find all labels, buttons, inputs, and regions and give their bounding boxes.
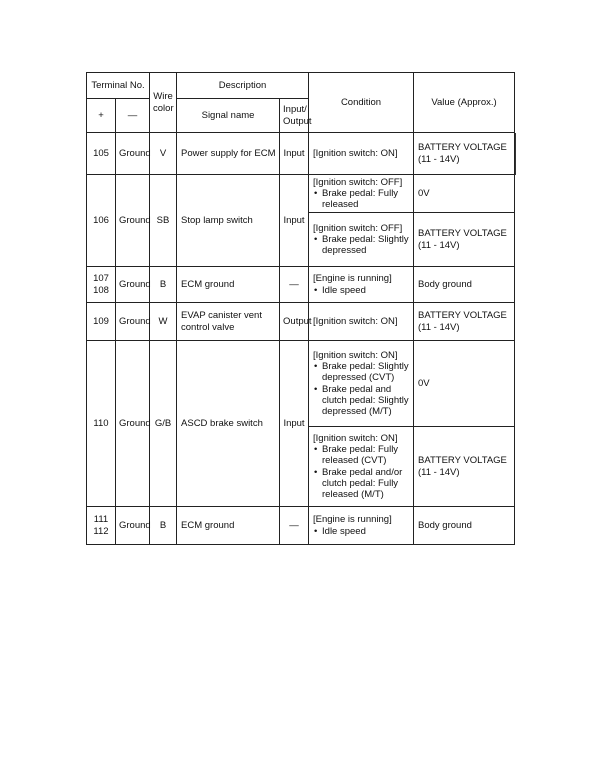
signal-name: ECM ground — [177, 507, 280, 545]
condition-bullet: • Brake pedal and clutch pedal: Slightly depressed (M/T) — [313, 384, 410, 418]
table-row — [87, 341, 515, 427]
wire-color: W — [150, 303, 177, 341]
input-output: — — [280, 267, 309, 303]
table-row — [87, 267, 515, 303]
terminal-number: 111 112 — [87, 507, 116, 545]
value-cell: Body ground — [414, 267, 515, 303]
condition-lead: [Ignition switch: ON] — [313, 147, 398, 159]
table-row — [87, 133, 515, 175]
header-value: Value (Approx.) — [414, 73, 515, 133]
wire-color: B — [150, 507, 177, 545]
input-output: Input — [280, 175, 309, 267]
ground-terminal: Ground — [116, 341, 150, 507]
terminal-number: 109 — [87, 303, 116, 341]
wire-color: B — [150, 267, 177, 303]
margin-rule — [515, 133, 516, 175]
signal-name: ASCD brake switch — [177, 341, 280, 507]
condition-lead: [Ignition switch: ON] — [313, 315, 398, 327]
condition-cell — [309, 267, 414, 303]
table-row — [87, 175, 515, 213]
condition-cell — [309, 507, 414, 545]
value-cell: BATTERY VOLTAGE (11 - 14V) — [414, 213, 515, 267]
condition-cell — [309, 341, 414, 427]
wire-color: G/B — [150, 341, 177, 507]
value-cell: BATTERY VOLTAGE (11 - 14V) — [414, 427, 515, 507]
table-row — [87, 303, 515, 341]
header-terminal-no: Terminal No. — [87, 73, 150, 99]
wire-color: V — [150, 133, 177, 175]
header-minus: — — [116, 99, 150, 133]
condition-lead: [Ignition switch: OFF] — [313, 222, 403, 234]
terminal-number: 107 108 — [87, 267, 116, 303]
header-description: Description — [177, 73, 309, 99]
ground-terminal: Ground — [116, 267, 150, 303]
table-body — [87, 133, 515, 545]
condition-bullet: • Idle speed — [313, 285, 410, 296]
header-condition: Condition — [309, 73, 414, 133]
ground-terminal: Ground — [116, 133, 150, 175]
condition-cell — [309, 175, 414, 213]
header-wire-color: Wire color — [150, 73, 177, 133]
header-signal-name: Signal name — [177, 99, 280, 133]
value-cell: BATTERY VOLTAGE (11 - 14V) — [414, 133, 515, 175]
condition-cell — [309, 133, 414, 175]
input-output: Input — [280, 133, 309, 175]
signal-name: Power supply for ECM — [177, 133, 280, 175]
value-cell: 0V — [414, 175, 515, 213]
header-input-output: Input/ Output — [280, 99, 309, 133]
header-plus: + — [87, 99, 116, 133]
ground-terminal: Ground — [116, 175, 150, 267]
condition-bullet: • Brake pedal: Slightly depressed (CVT) — [313, 361, 410, 383]
terminal-number: 110 — [87, 341, 116, 507]
input-output: — — [280, 507, 309, 545]
condition-bullet: • Brake pedal: Slightly depressed — [313, 234, 410, 256]
condition-lead: [Engine is running] — [313, 514, 392, 526]
terminal-number: 106 — [87, 175, 116, 267]
wire-color: SB — [150, 175, 177, 267]
ground-terminal: Ground — [116, 507, 150, 545]
value-cell: 0V — [414, 341, 515, 427]
value-cell: Body ground — [414, 507, 515, 545]
signal-name: Stop lamp switch — [177, 175, 280, 267]
condition-cell — [309, 213, 414, 267]
condition-lead: [Engine is running] — [313, 273, 392, 285]
signal-name: ECM ground — [177, 267, 280, 303]
condition-bullet: • Brake pedal: Fully released — [313, 188, 410, 210]
input-output: Output — [280, 303, 309, 341]
condition-lead: [Ignition switch: ON] — [313, 349, 398, 361]
signal-name: EVAP canister vent control valve — [177, 303, 280, 341]
ground-terminal: Ground — [116, 303, 150, 341]
condition-cell — [309, 303, 414, 341]
input-output: Input — [280, 341, 309, 507]
condition-bullet: • Brake pedal and/or clutch pedal: Fully released (M/T) — [313, 467, 410, 501]
table-row — [87, 507, 515, 545]
condition-lead: [Ignition switch: OFF] — [313, 176, 403, 188]
table-header — [87, 73, 515, 133]
value-cell: BATTERY VOLTAGE (11 - 14V) — [414, 303, 515, 341]
condition-cell — [309, 427, 414, 507]
ecm-terminal-table — [86, 72, 515, 545]
condition-bullet: • Idle speed — [313, 526, 410, 537]
terminal-number: 105 — [87, 133, 116, 175]
condition-bullet: • Brake pedal: Fully released (CVT) — [313, 444, 410, 466]
condition-lead: [Ignition switch: ON] — [313, 432, 398, 444]
